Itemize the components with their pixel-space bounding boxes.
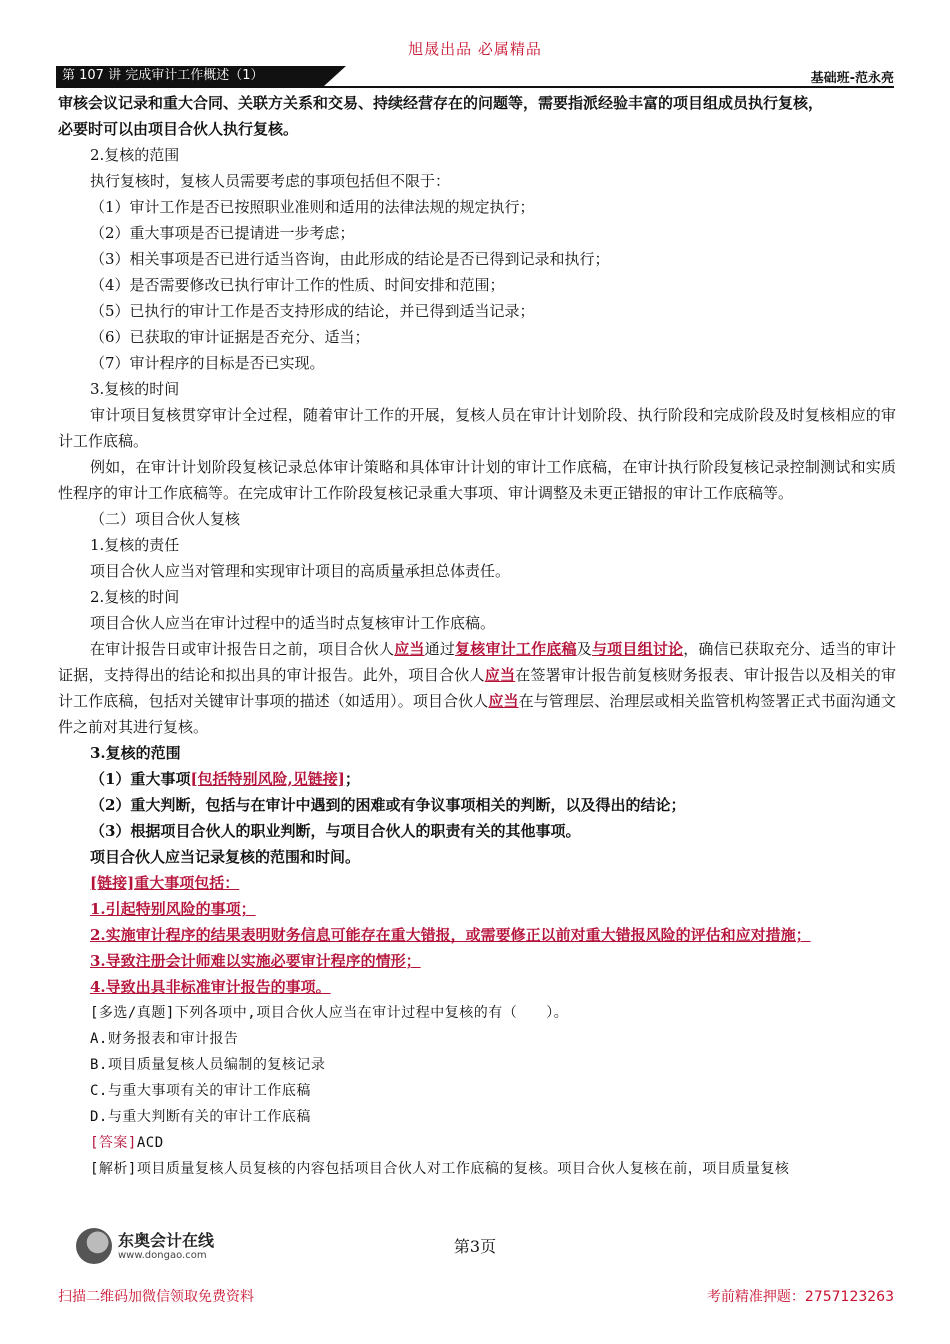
intro-line-1: 审核会议记录和重大合同、关联方关系和交易、持续经营存在的问题等，需要指派经验丰富的项目组成员执行复核，	[58, 94, 824, 112]
highlight-term: 复核审计工作底稿	[455, 640, 577, 658]
list-item: （3）根据项目合伙人的职业判断，与项目合伙人的职责有关的其他事项。	[90, 822, 581, 840]
section-title: 3.复核的范围	[90, 744, 181, 762]
paragraph: 审计项目复核贯穿审计全过程，随着审计工作的开展，复核人员在审计计划阶段、执行阶段和完成阶段及时复核相应的审计工作底稿。	[58, 406, 896, 450]
section-lead: 执行复核时，复核人员需要考虑的事项包括但不限于：	[90, 172, 451, 190]
footer-left-note: 扫描二维码加微信领取免费资料	[58, 1289, 254, 1305]
lecture-title: 第 107 讲 完成审计工作概述（1）	[56, 66, 324, 86]
link-title: [链接]重大事项包括：	[90, 874, 240, 892]
document-body	[58, 90, 896, 1182]
paragraph: 项目合伙人应当对管理和实现审计项目的高质量承担总体责任。	[90, 562, 511, 580]
text-run: 在审计报告日或审计报告日之前，项目合伙人	[90, 640, 395, 658]
footer-right-note: 考前精准押题：2757123263	[706, 1289, 894, 1305]
question-option: D.与重大判断有关的审计工作底稿	[90, 1109, 311, 1125]
highlight-term: 应当	[484, 666, 516, 684]
list-item: （7）审计程序的目标是否已实现。	[90, 354, 325, 372]
part-title: （二）项目合伙人复核	[90, 510, 241, 528]
logo-name: 东奥会计在线	[118, 1231, 215, 1250]
link-reference[interactable]: [包括特别风险,见链接]	[190, 770, 345, 788]
section-title: 1.复核的责任	[90, 536, 180, 554]
list-item: （2）重大判断，包括与在审计中遇到的困难或有争议事项相关的判断，以及得出的结论；	[90, 796, 686, 814]
highlight-term: 应当	[488, 692, 519, 710]
analysis: [解析]项目质量复核人员复核的内容包括项目合伙人对工作底稿的复核。项目合伙人复核在前，项目质量复核	[90, 1161, 790, 1177]
paragraph: 项目合伙人应当在审计过程中的适当时点复核审计工作底稿。	[90, 614, 496, 632]
section-title: 2.复核的时间	[90, 588, 180, 606]
link-item: 4.导致出具非标准审计报告的事项。	[90, 978, 331, 996]
highlight-term: 应当	[394, 640, 425, 658]
link-item: 3.导致注册会计师难以实施必要审计程序的情形；	[90, 952, 421, 970]
text-run: （1）重大事项	[90, 770, 191, 788]
text-run: ，确信已获取充分、适当的审计证据，支持得出的结论和拟出具的审计报告。此外，项目合伙人	[58, 640, 896, 684]
question-option: B.项目质量复核人员编制的复核记录	[90, 1057, 326, 1073]
answer-value: ACD	[136, 1135, 164, 1151]
intro-line-2: 必要时可以由项目合伙人执行复核。	[58, 120, 299, 138]
partner-review-paragraph	[58, 636, 896, 740]
answer	[58, 1130, 896, 1156]
text-run: 在签署审计报告前复核财务报表、审计报告以及相关的审计工作底稿，包括对关键审计事项的描述（如适用）。项目合伙人	[58, 666, 896, 710]
question-option: A.财务报表和审计报告	[90, 1031, 239, 1047]
highlight-term: 与项目组讨论	[591, 640, 684, 658]
text-run: 及	[576, 640, 592, 658]
header-rule	[56, 86, 894, 88]
answer-label: [答案]	[90, 1135, 137, 1151]
question-stem: [多选/真题]下列各项中,项目合伙人应当在审计过程中复核的有（ ）。	[90, 1005, 569, 1021]
note: 项目合伙人应当记录复核的范围和时间。	[90, 848, 361, 866]
section-title: 2.复核的范围	[90, 146, 180, 164]
section-title: 3.复核的时间	[90, 380, 180, 398]
list-item: （3）相关事项是否已进行适当咨询，由此形成的结论是否已得到记录和执行；	[90, 250, 610, 268]
logo-url: www.dongao.com	[118, 1250, 207, 1261]
list-item	[58, 766, 896, 792]
text-run: 在与管理层、治理层或相关监管机构签署正式书面沟通文件之前对其进行复核。	[58, 692, 896, 736]
question-option: C.与重大事项有关的审计工作底稿	[90, 1083, 311, 1099]
list-item: （4）是否需要修改已执行审计工作的性质、时间安排和范围；	[90, 276, 505, 294]
list-item: （2）重大事项是否已提请进一步考虑；	[90, 224, 355, 242]
text-run: ；	[344, 770, 360, 788]
paragraph: 例如，在审计计划阶段复核记录总体审计策略和具体审计计划的审计工作底稿，在审计执行阶段复核记录控制测试和实质性程序的审计工作底稿等。在完成审计工作阶段复核记录重大事项、审计调整及未更正错报的审计工作底稿等。	[58, 458, 896, 502]
page-number: 第3页	[453, 1237, 497, 1256]
text-run: 通过	[424, 640, 456, 658]
list-item: （6）已获取的审计证据是否充分、适当；	[90, 328, 370, 346]
link-item: 2.实施审计程序的结果表明财务信息可能存在重大错报，或需要修正以前对重大错报风险的评估和应对措施；	[90, 926, 811, 944]
list-item: （5）已执行的审计工作是否支持形成的结论，并已得到适当记录；	[90, 302, 535, 320]
header-tab-tail	[324, 66, 346, 86]
teacher-label: 基础班-范永亮	[810, 71, 894, 86]
top-banner: 旭晟出品 必属精品	[408, 40, 542, 58]
list-item: （1）审计工作是否已按照职业准则和适用的法律法规的规定执行；	[90, 198, 535, 216]
page-header	[56, 66, 894, 88]
link-item: 1.引起特别风险的事项；	[90, 900, 256, 918]
